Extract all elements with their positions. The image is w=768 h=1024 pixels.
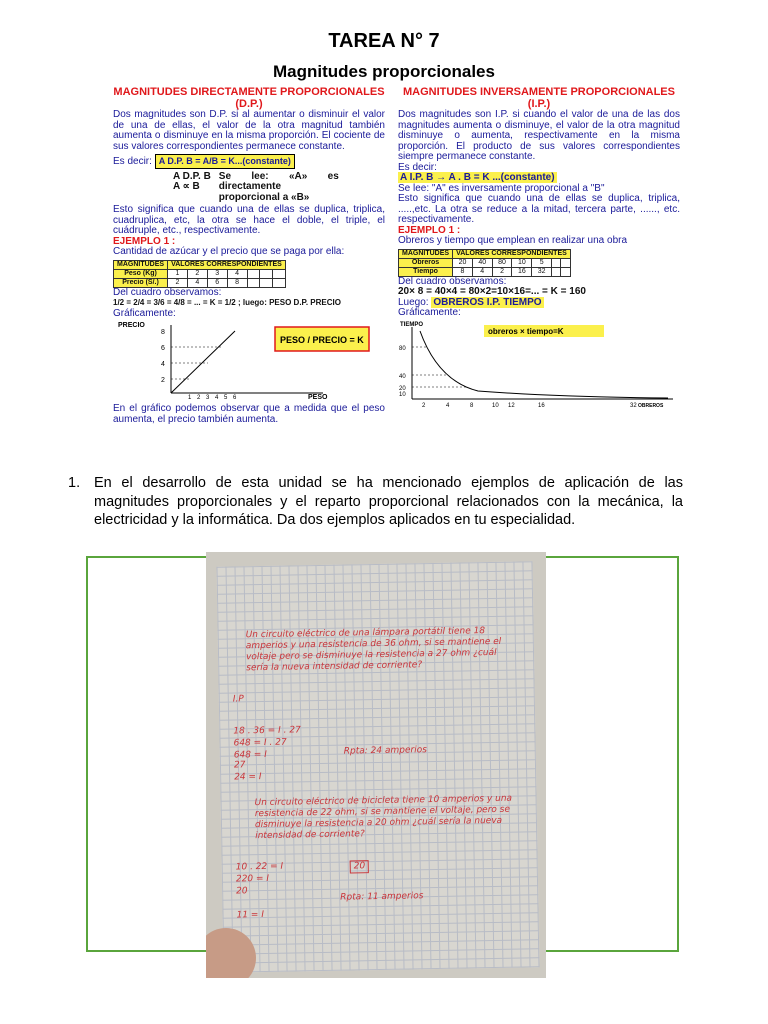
dp-table-head-2: VALORES CORRESPONDIENTES [168,260,286,269]
ip-xtick: 16 [538,402,545,409]
handwritten-problem-a: Un circuito eléctrico de una lámpara portátil tiene 18 amperios y una resistencia de 36 ohm, si se mantiene el voltaje pero se disminuye la resistencia a 27 ohm ¿cuál sería la nueva intensidad de corriente? [245,626,502,674]
table-cell: 2 [492,267,512,276]
ip-graf: Gráficamente: [398,307,461,318]
ip-es-decir: Es decir: [398,161,437,173]
ip-product: 20× 8 = 40×4 = 80×2=10×16=... = K = 160 [398,286,586,297]
ip-table-head-2: VALORES CORRESPONDIENTES [453,249,571,258]
dp-intro: Dos magnitudes son D.P. si al aumentar o disminuir el valor de una de ellas, el valor de la otra magnitud también aumenta o disminuye en la misma proporción. El cociente de sus valores correspondientes permanece constante. [113,109,385,152]
dp-conclusion: En el gráfico podemos observar que a medida que el peso aumenta, el precio también aumenta. [113,403,385,425]
dp-formula: A D.P. B = A/B = K...(constante) [155,154,295,169]
table-cell: 8 [453,267,473,276]
ip-graph-xlabel: OBREROS [638,402,664,409]
table-cell [561,267,570,276]
dp-xtick: 5 [224,395,228,399]
table-cell [552,267,561,276]
dp-example-title: EJEMPLO 1 : [113,235,176,247]
handwritten-calc-line: 648 = I [233,749,267,761]
dp-ytick: 6 [161,345,165,352]
table-cell: 5 [532,258,552,267]
handwritten-calc-line: 20 [236,886,248,897]
table-cell: 4 [472,267,492,276]
dp-graph-xlabel: PESO [308,394,328,399]
ip-example-text: Obreros y tiempo que emplean en realizar una obra [398,235,628,246]
table-cell: 4 [187,278,207,287]
table-cell: 3 [207,269,227,278]
handwritten-calc-line: 18 . 36 = I . 27 [233,725,301,737]
handwritten-calc-line: 24 = I [234,772,262,783]
table-cell: 32 [532,267,552,276]
table-cell: 2 [187,269,207,278]
dp-ytick: 2 [161,377,165,384]
ip-row2-label: Tiempo [399,267,453,276]
handwritten-calc-line: 10 . 22 = I [235,861,284,873]
ip-ytick: 20 [399,385,406,392]
handwritten-calc-line: 220 = I [235,873,270,885]
ip-xtick: 10 [492,402,499,409]
inverse-proportion-panel [398,86,680,426]
handwritten-calc-line: 27 [233,760,246,771]
dp-table-head-1: MAGNITUDES [114,260,168,269]
ip-xtick: 8 [470,402,474,409]
ip-observe: Del cuadro observamos: [398,275,507,287]
table-cell: 16 [512,267,532,276]
ip-xtick: 12 [508,402,515,409]
ip-se-lee: Se lee: "A" es inversamente proporcional a "B" [398,182,605,194]
dp-ytick: 8 [161,329,165,336]
table-cell: 8 [227,278,247,287]
dp-title: MAGNITUDES DIRECTAMENTE PROPORCIONALES (D.P.) [113,86,385,110]
dp-xtick: 2 [197,395,201,399]
table-cell: 80 [492,258,512,267]
ip-xtick: 32 [630,402,637,409]
ip-table-head-1: MAGNITUDES [399,249,453,258]
dp-xtick: 6 [233,395,237,399]
ip-meaning: Esto significa que cuando una de ellas se duplica, triplica, .....,etc. La otra se reduce a la mitad, tercera parte, ......, etc. respectivamente. [398,193,680,225]
dp-graph-ylabel: PRECIO [118,322,145,329]
table-cell [247,269,260,278]
dp-se-lee-1: A D.P. B [173,170,211,182]
dp-xtick: 3 [206,395,210,399]
direct-proportion-panel [113,86,385,426]
dp-row2-label: Precio (S/.) [114,278,168,287]
ip-graph-label: obreros × tiempo=K [488,326,564,336]
table-cell: 6 [207,278,227,287]
dp-meaning: Esto significa que cuando una de ellas se duplica, triplica, cuadruplica, etc, la otra se hace el doble, el triple, el cuádruple, etc., respectivamente. [113,204,385,236]
question-text: En el desarrollo de esta unidad se ha mencionado ejemplos de aplicación de las magnitudes proporcionales y el reparto proporcional relacionados con la mecánica, la electricidad y la informática. Da dos ejemplos aplicados en tu especialidad. [94,475,683,528]
dp-xtick: 1 [188,395,192,399]
table-cell [552,258,561,267]
ip-graph [398,319,680,409]
page-title: TAREA N° 7 [328,30,440,52]
dp-es-decir: Es decir: [113,156,152,167]
table-cell: 20 [453,258,473,267]
dp-se-lee-text: Se lee: «A» es directamente proporcional a «B» [218,170,339,203]
table-cell: 40 [472,258,492,267]
handwritten-answer-b: Rpta: 11 amperios [340,891,424,903]
dp-graph [113,319,385,399]
dp-table [113,260,286,288]
page-subtitle: Magnitudes proporcionales [273,62,495,81]
table-cell [273,278,286,287]
table-cell [260,278,273,287]
dp-graph-box: PESO / PRECIO = K [280,335,364,345]
dp-se-lee-2: A ∝ B [173,181,200,192]
ip-title: MAGNITUDES INVERSAMENTE PROPORCIONALES (I.P.) [403,86,675,110]
ip-ytick: 80 [399,345,406,352]
table-cell [273,269,286,278]
ip-graph-ylabel: TIEMPO [400,321,424,328]
table-cell: 1 [168,269,188,278]
ip-row1-label: Obreros [399,258,453,267]
handwritten-calc-line: 648 = I . 27 [233,737,287,749]
ip-example-title: EJEMPLO 1 : [398,224,461,236]
table-cell: 2 [168,278,188,287]
dp-ytick: 4 [161,361,165,368]
handwritten-ip: I.P [232,694,244,705]
handwritten-box: 20 [350,860,370,873]
handwritten-problem-b: Un circuito eléctrico de bicicleta tiene 10 amperios y una resistencia de 22 ohm, si se mantiene el voltaje, pero se disminuye la resistencia a 20 ohm ¿cuál sería la nueva intensidad de corriente? [254,793,513,842]
ip-luego: Luego: [398,296,429,308]
table-cell [561,258,570,267]
dp-graf: Gráficamente: [113,307,176,319]
table-cell: 10 [512,258,532,267]
table-cell: 4 [227,269,247,278]
dp-example-text: Cantidad de azúcar y el precio que se paga por ella: [113,246,345,257]
ip-xtick: 2 [422,402,426,409]
ip-formula: A I.P. B → A . B = K ...(constante) [400,172,555,183]
table-cell [247,278,260,287]
question-1 [68,474,683,530]
handwritten-calc-line: 11 = I [236,910,265,921]
dp-xtick: 4 [215,395,219,399]
ip-ytick: 10 [399,391,406,398]
table-cell [260,269,273,278]
notebook-page [216,561,539,972]
ip-ytick: 40 [399,373,406,380]
dp-observe: Del cuadro observamos: [113,286,222,298]
notebook-photo [206,552,546,978]
ip-xtick: 4 [446,402,450,409]
ip-table [398,249,571,277]
question-number: 1. [68,475,81,491]
handwritten-answer-a: Rpta: 24 amperios [343,745,427,757]
ip-intro: Dos magnitudes son I.P. si cuando el valor de una de las dos magnitudes aumenta o disminuye, el valor de la otra magnitud disminuye o aumenta, respectivamente en la misma proporción. El producto de sus valores correspondientes siempre permanece constante. [398,109,680,162]
ip-luego-value: OBREROS I.P. TIEMPO [433,296,542,308]
dp-ratio: 1/2 = 2/4 = 3/6 = 4/8 = ... = K = 1/2 ; luego: PESO D.P. PRECIO [113,298,341,307]
dp-row1-label: Peso (Kg) [114,269,168,278]
